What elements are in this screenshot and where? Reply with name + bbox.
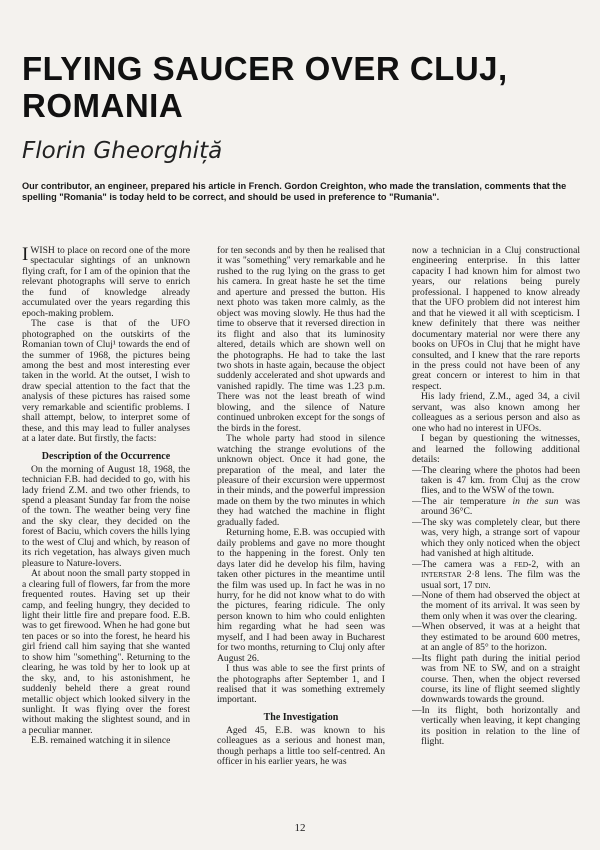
page-number: 12 xyxy=(294,822,306,834)
lens-model: INTERSTAR xyxy=(421,570,462,580)
paragraph: now a technician in a Cluj constructional engineering enterprise. In this latter capacity I had known him for almost two years, our relations being purely professional. I happened to know already that the UFO problem did not interest him and that he viewed it all with scepticism. I knew definitely that there was neither documentary material nor were there any books on UFOs in Cluj that he might have consulted, and I knew that the rare reports in the press could not have been of any great concern or interest to him in that respect. xyxy=(412,246,580,392)
paragraph: I thus was able to see the first prints of the photographs after September 1, and I realised that it was something extremely important. xyxy=(217,663,385,706)
detail-item xyxy=(412,560,580,591)
paragraph: On the morning of August 18, 1968, the technician F.B. had decided to go, with his lady friend Z.M. and two other friends, to spend a pleasant Sunday far from the noise of the town. The weather being very fine and the sky clear, they decided on the forest of Baciu, which covers the hills lying to the west of Cluj and which, by reason of its rich vegetation, has always given much pleasure to Nature-lovers. xyxy=(22,463,190,569)
film-unit: DIN xyxy=(474,580,489,590)
detail-item: —The sky was completely clear, but there was, very high, a strange sort of vapour which they only noticed when the object had vanished at high altitude. xyxy=(412,516,580,560)
author-byline: Florin Gheorghiță xyxy=(22,138,223,164)
editor-introduction: Our contributor, an engineer, prepared his article in French. Gordon Creighton, who made the translation, comments that the spelling "Romania" is today held to be correct, and should be used in preference to "Rumania". xyxy=(22,181,567,202)
opening-text: WISH to place on record one of the more spectacular sightings of an unknown flying craft, for I am of the opinion that the relevant photographs will serve to enrich the fund of knowledge already accumulated over the years regarding this epoch-making problem. xyxy=(22,246,190,319)
opening-paragraph xyxy=(22,246,190,319)
paragraph: for ten seconds and by then he realised that it was "something" very remarkable and he rushed to the rug lying on the grass to get his camera. In great haste he set the time and aperture and pressed the button. His next photo was taken more calmly, as the object was moving slowly. He thus had the time to observe that it reversed direction in its flight and also that its luminosity altered, details which are shown well on the photographs. He had to take the last two shots in haste again, because the object suddenly accelerated and shot upwards and vanished rapidly. The time was 1.23 p.m. There was not the least breath of wind blowing, and the silence of Nature continued unbroken except for the songs of the birds in the forest. xyxy=(217,246,385,434)
section-heading-investigation: The Investigation xyxy=(263,711,339,723)
paragraph: E.B. remained watching it in silence xyxy=(31,735,171,747)
paragraph: His lady friend, Z.M., aged 34, a civil servant, was also known among her colleagues as a serious person and also as one who had no interest in UFOs. xyxy=(412,391,580,434)
paragraph: I began by questioning the witnesses, and learned the following additional details: xyxy=(412,433,580,466)
camera-model: FED xyxy=(514,559,529,569)
detail-text: 2·8 lens. The film was the usual sort, 17 xyxy=(421,569,580,591)
paragraph: The case is that of the UFO photographed on the outskirts of the Romanian town of Cluj¹ towards the end of the summer of 1968, the pictures being among the best and most interesting ever taken in the world. At the outset, I wish to draw special attention to the fact that the analysis of these pictures has raised some very remarkable and scientific problems. I shall attempt, below, to interpret some of these, and this may lead to fuller analyses at a later date. But firstly, the facts: xyxy=(22,318,190,445)
drop-cap: I xyxy=(22,246,29,265)
detail-item: —When observed, it was at a height that they estimated to be around 600 metres, at an angle of 85° to the horizon. xyxy=(412,621,580,654)
detail-text: -2, with an xyxy=(528,558,580,570)
detail-text: —The camera was a xyxy=(412,558,514,570)
detail-item: —None of them had observed the object at the moment of its arrival. It was seen by them only when it was over the clearing. xyxy=(412,589,580,622)
detail-text: —The air temperature xyxy=(412,495,513,507)
detail-emphasis: in the sun xyxy=(512,495,559,507)
paragraph: Aged 45, E.B. was known to his colleagues as a serious and honest man, though perhaps a little too self-centred. An officer in his earlier years, he was xyxy=(217,724,385,768)
detail-text: . xyxy=(488,579,491,591)
paragraph: Returning home, E.B. was occupied with daily problems and gave no more thought to the happening in the forest. Only ten days later did he develop his film, having taken other pictures in the meantime until the film was used up. In fact he was in no hurry, for he did not know what to do with the pictures, fearing ridicule. The only person known to him who could enlighten him regarding what he had seen was myself, and I had been away in Bucharest for two months, returning to Cluj only after August 26. xyxy=(217,527,385,664)
detail-item: —The clearing where the photos had been taken is 47 km. from Cluj as the crow flies, and to the WSW of the town. xyxy=(412,464,580,497)
detail-item: —In its flight, both horizontally and vertically when leaving, it kept changing its position in relation to the line of flight. xyxy=(412,704,580,748)
section-heading-description: Description of the Occurrence xyxy=(41,450,171,462)
text-column-1 xyxy=(22,246,190,806)
detail-text: was around 36°C. xyxy=(421,495,580,518)
paragraph: At about noon the small party stopped in a clearing full of flowers, far from the more frequented routes. Having set up their camp, and feeling hungry, they decided to light their little fire and prepare food. E.B. was to get firewood. When he had gone but ten paces or so into the forest, he heard his girl friend call him saying that she wanted to show him "something". Returning to the clearing, he was told by her to look up at the sky, and, to his astonishment, he suddenly beheld there a great round metallic object which looked silvery in the sunlight. It was flying over the forest without making the slightest sound, and in a peculiar manner. xyxy=(22,568,190,736)
text-column-2 xyxy=(217,246,385,806)
detail-item xyxy=(412,497,580,518)
paragraph: The whole party had stood in silence watching the strange evolutions of the unknown object. Once it had gone, the preparation of the meal, and later the pleasure of their excursion were uppermost in their minds, and the powerful impression made on them by the two minutes in which they had watched the machine in flight gradually faded. xyxy=(217,433,385,528)
text-column-3 xyxy=(412,246,580,806)
detail-item: —Its flight path during the initial period was from NE to SW, and on a straight course. Then, when the object reversed course, its line of flight seemed slightly downwards towards the ground. xyxy=(412,652,580,706)
article-title: FLYING SAUCER OVER CLUJ, ROMANIA xyxy=(22,50,508,124)
